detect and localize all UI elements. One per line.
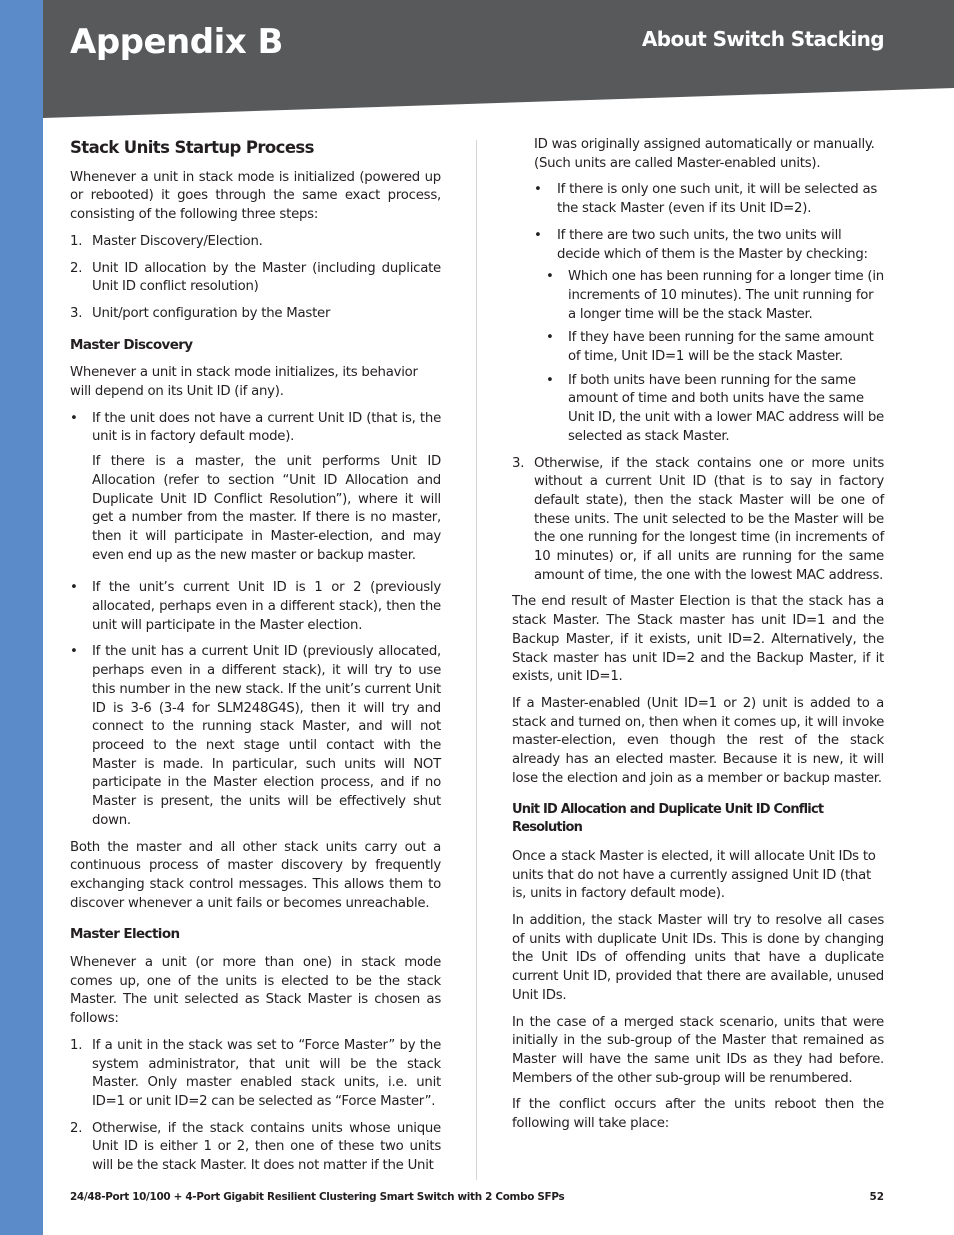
master-election-heading: Master Election (70, 926, 180, 943)
discovery-intro: Whenever a unit in stack mode initializes, its behavior will depend on its Unit ID (if any). (70, 365, 418, 400)
election-sub-bullet: • Which one has been running for a longer time (in increments of 10 minutes). The unit running for a longer time will be the stack Master. (546, 269, 884, 322)
election-bullet: • If there are two such units, the two units will decide which of them is the Master by checking: (534, 227, 868, 262)
left-sidebar-stripe (0, 0, 43, 1235)
right-column (512, 136, 884, 1142)
step-item: 1. Master Discovery/Election. (70, 233, 263, 249)
election-bullet: • If there is only one such unit, it will be selected as the stack Master (even if its Unit ID=2). (534, 182, 878, 217)
discovery-bullet: • If the unit has a current Unit ID (previously allocated, perhaps even in a different stack), it will try to use this number in the new stack. If the unit’s current Unit ID is 3-6 (3-4 for SLM248G4S), then it will try and connect to the running stack Master, and will not proceed to the next stage until contact with the Master is made. In particular, such units will NOT participate in the Master election process, and if no Master is present, the units will be effectively shut down. (70, 644, 441, 828)
discovery-outro: Both the master and all other stack units carry out a continuous process of master discovery by frequently exchanging stack control messages. This allows them to discover whenever a unit fails or becomes unreachable. (70, 839, 441, 911)
discovery-bullet: • If the unit’s current Unit ID is 1 or 2 (previously allocated, perhaps even in a different stack), then the unit will participate in the Master election. (70, 580, 441, 633)
startup-intro: Whenever a unit in stack mode is initialized (powered up or rebooted) it goes through the same exact process, consisting of the following three steps: (70, 169, 441, 223)
allocation-paragraph: In addition, the stack Master will try to resolve all cases of units with duplicate Unit IDs. This is done by changing the Unit IDs of offending units that have a duplicate current Unit ID, provided that there are available, unused Unit IDs. (512, 913, 884, 1003)
end-result-paragraph: The end result of Master Election is that the stack has a stack Master. The Stack master has unit ID=1 and the Backup Master, if it exists, unit ID=2. Alternatively, the Stack master has unit ID=2 and the Backup Master, if it exists, unit ID=1. (512, 594, 884, 685)
election-step: 3. Otherwise, if the stack contains one or more units without a current Unit ID (that is to say in factory default state), then the stack Master will be one of these units. The unit selected to be the Master will be the one running for the longest time (in increments of 10 minutes) or, if all units are running for the same amount of time, the one with the lowest MAC address. (512, 455, 884, 583)
election-sub-bullet: • If they have been running for the same amount of time, Unit ID=1 will be the stack Master. (546, 330, 874, 365)
column-divider (476, 140, 477, 1180)
section-title: About Switch Stacking (641, 27, 884, 51)
unit-id-allocation-heading: Unit ID Allocation and Duplicate Unit ID Conflict Resolution (512, 801, 824, 836)
election-step-continuation: ID was originally assigned automatically or manually. (Such units are called Master-enabled units). (534, 137, 875, 171)
appendix-label: Appendix B (70, 22, 283, 62)
footer-page-number: 52 (869, 1191, 884, 1203)
step-item: 3. Unit/port configuration by the Master (70, 305, 331, 321)
step-item: 2. Unit ID allocation by the Master (including duplicate Unit ID conflict resolution) (70, 260, 441, 295)
master-enabled-paragraph: If a Master-enabled (Unit ID=1 or 2) unit is added to a stack and turned on, then when it comes up, it will invoke master-election, even though the rest of the stack already has an elected master. Because it is new, it will lose the election and join as a member or backup master. (512, 695, 884, 786)
election-intro: Whenever a unit (or more than one) in stack mode comes up, one of the units is elected to be the stack Master. The unit selected as Stack Master is chosen as follows: (70, 955, 441, 1027)
left-column (70, 136, 441, 1184)
election-sub-bullet: • If both units have been running for the same amount of time and both units have the same Unit ID, the unit with a lower MAC address will be selected as stack Master. (546, 372, 884, 444)
election-step: 2. Otherwise, if the stack contains units whose unique Unit ID is either 1 or 2, then one of these two units will be the stack Master. It does not matter if the Unit (70, 1120, 441, 1174)
footer-product-name: 24/48-Port 10/100 + 4-Port Gigabit Resilient Clustering Smart Switch with 2 Combo SFPs (70, 1191, 565, 1203)
discovery-bullet-continuation: If there is a master, the unit performs Unit ID Allocation (refer to section “Unit ID Allocation and Duplicate Unit ID Conflict Resolution”), where it will get a number from the master. If there is no master, then it will participate in Master-election, and may even end up as the new master or backup master. (92, 454, 441, 563)
startup-heading: Stack Units Startup Process (70, 138, 314, 157)
election-step: 1. If a unit in the stack was set to “Force Master” by the system administrator, that unit will be the stack Master. Only master enabled stack units, i.e. unit ID=1 or unit ID=2 can be selected as “Force Master”. (70, 1037, 441, 1109)
allocation-paragraph: If the conflict occurs after the units reboot then the following will take place: (512, 1097, 884, 1132)
allocation-paragraph: In the case of a merged stack scenario, units that were initially in the sub-group of the Master that remained as Master will have the same unit IDs as they had before. Members of the other sub-group will be renumbered. (512, 1014, 884, 1086)
discovery-bullet: • If the unit does not have a current Unit ID (that is, the unit is in factory default mode). If there is a master, the unit performs Unit ID Allocation (refer to section “Unit ID Allocation and Duplicate Unit ID Conflict Resolution”), where it will get a number from the master. If there is no master, then it will participate in Master-election, and may even end up as the new master or backup master. (70, 410, 441, 566)
allocation-paragraph: Once a stack Master is elected, it will allocate Unit IDs to units that do not have a currently assigned Unit ID (that is, units in factory default mode). (512, 848, 876, 902)
master-discovery-heading: Master Discovery (70, 336, 193, 353)
